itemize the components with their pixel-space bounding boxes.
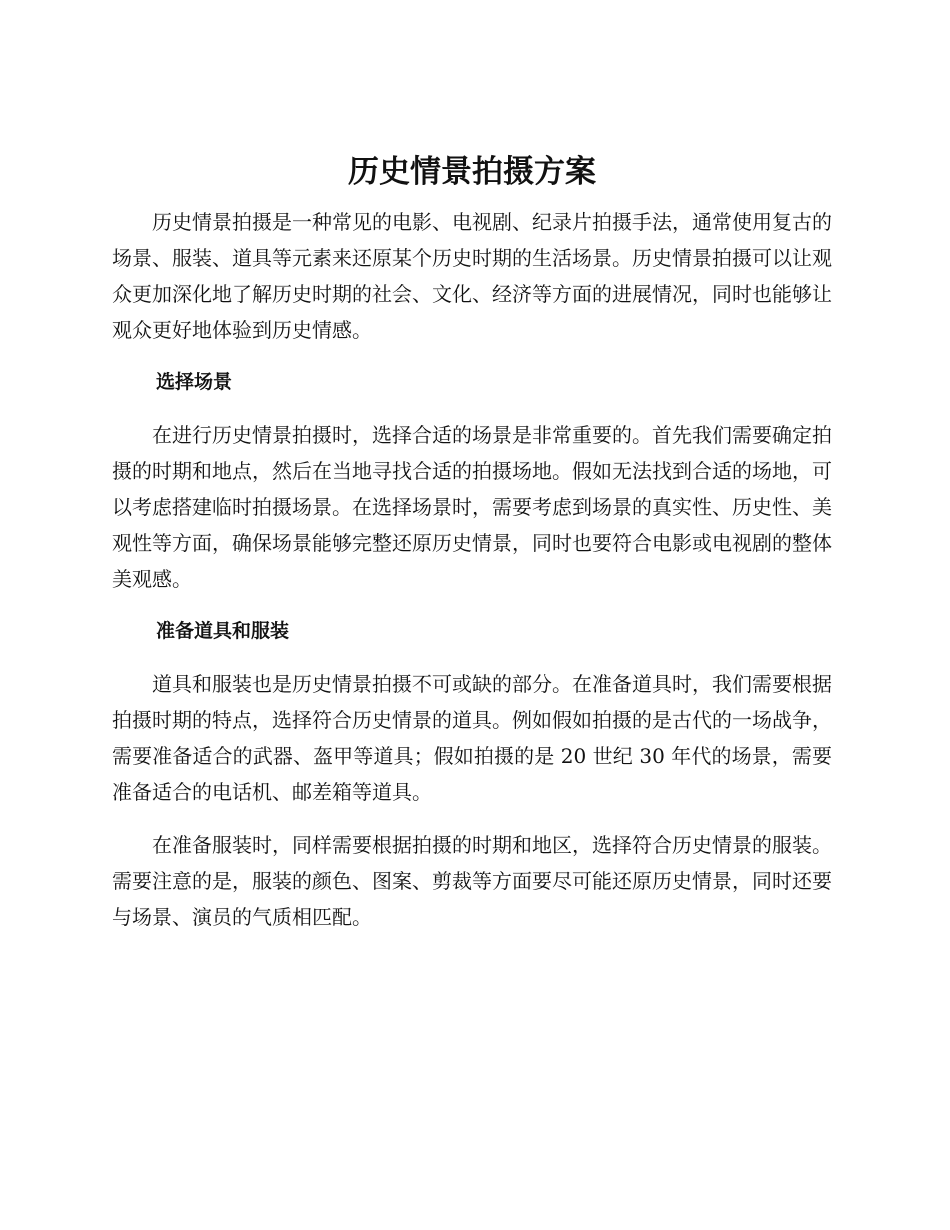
- intro-paragraph: 历史情景拍摄是一种常见的电影、电视剧、纪录片拍摄手法，通常使用复古的场景、服装、道具等元素来还原某个历史时期的生活场景。历史情景拍摄可以让观众更加深化地了解历史时期的社会、文化、经济等方面的进展情况，同时也能够让观众更好地体验到历史情感。: [112, 210, 832, 342]
- spacer: [112, 348, 832, 364]
- section-paragraph-costumes: 在准备服装时，同样需要根据拍摄的时期和地区，选择符合历史情景的服装。需要注意的是，服装的颜色、图案、剪裁等方面要尽可能还原历史情景，同时还要与场景、演员的气质相匹配。: [112, 833, 832, 929]
- section-paragraph-scene: 在进行历史情景拍摄时，选择合适的场景是非常重要的。首先我们需要确定拍摄的时期和地点，然后在当地寻找合适的拍摄场地。假如无法找到合适的场地，可以考虑搭建临时拍摄场景。在选择场景时，需要考虑到场景的真实性、历史性、美观性等方面，确保场景能够完整还原历史情景，同时也要符合电影或电视剧的整体美观感。: [112, 423, 832, 591]
- document-page: [112, 150, 832, 935]
- section-heading-scene: 选择场景: [156, 371, 233, 393]
- section-heading-props-costumes: 准备道具和服装: [156, 620, 290, 642]
- spacer: [112, 194, 832, 204]
- spacer: [112, 810, 832, 827]
- document-title: 历史情景拍摄方案: [348, 154, 596, 190]
- spacer: [112, 649, 832, 666]
- spacer: [112, 400, 832, 417]
- spacer: [112, 597, 832, 613]
- section-paragraph-props: 道具和服装也是历史情景拍摄不可或缺的部分。在准备道具时，我们需要根据拍摄时期的特点，选择符合历史情景的道具。例如假如拍摄的是古代的一场战争，需要准备适合的武器、盔甲等道具；假如拍摄的是 20 世纪 30 年代的场景，需要准备适合的电话机、邮差箱等道具。: [112, 672, 832, 804]
